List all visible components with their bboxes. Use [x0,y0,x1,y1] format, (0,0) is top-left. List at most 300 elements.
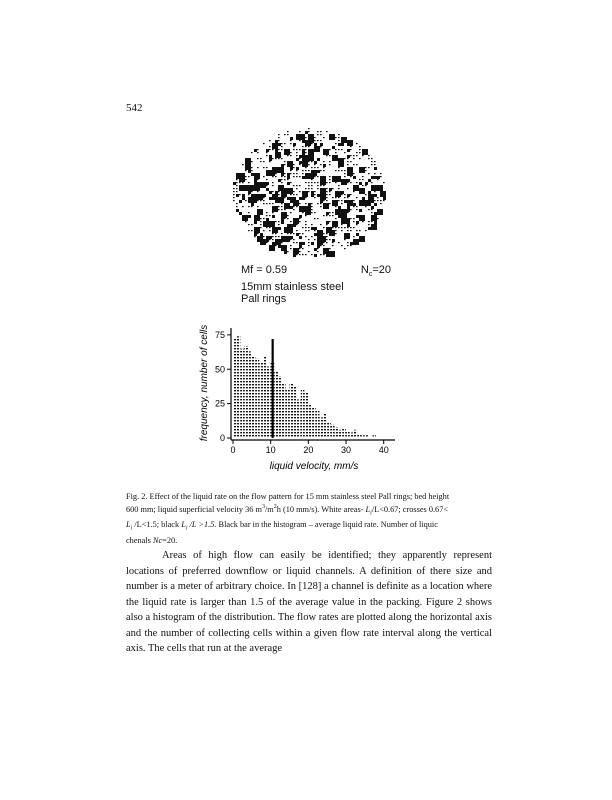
map-cell [245,170,247,171]
map-cell [371,200,373,201]
map-cell [266,173,268,174]
map-cell [323,185,325,186]
map-cell [317,146,319,147]
map-cell [257,182,259,183]
map-cell [314,248,317,251]
map-cell [320,254,322,255]
map-cell [248,170,251,173]
map-cell [341,143,344,146]
map-cell [329,161,331,162]
map-cell [287,134,289,135]
map-cell [350,218,352,219]
map-cell [314,164,316,165]
map-cell [266,242,268,243]
map-cell [272,191,274,192]
map-cell [290,167,293,170]
map-cell [332,155,338,161]
map-cell [338,137,340,138]
map-cell [299,251,301,252]
map-cell [296,185,298,186]
map-cell [326,248,329,251]
map-cell [248,158,250,159]
map-cell [311,191,314,194]
map-cell [311,209,313,210]
map-cell [263,197,265,198]
map-cell [275,191,278,194]
map-cell [317,242,319,243]
map-cell [335,137,337,138]
map-cell [344,248,346,249]
map-cell [338,167,340,168]
map-cell [266,203,268,204]
map-cell [365,203,367,204]
map-cell [245,161,247,162]
map-cell [374,200,376,201]
map-cell [275,227,277,228]
map-cell [335,170,337,171]
map-cell [326,236,328,237]
map-cell [290,248,292,249]
map-cell [353,173,355,174]
map-cell [302,140,305,143]
map-cell [269,161,271,162]
body-text [126,548,492,657]
map-cell [335,182,337,183]
histogram-bar [354,430,358,438]
map-cell [338,206,341,209]
map-cell [275,173,277,174]
map-cell [347,179,350,182]
map-cell [275,245,277,246]
histogram-bar [274,372,278,438]
map-cell [329,215,331,216]
map-cell [296,149,298,150]
map-cell [311,185,313,186]
map-cell [314,239,316,240]
map-cell [320,203,322,204]
map-cell [263,218,265,219]
map-cell [380,173,382,174]
map-cell [317,131,319,132]
map-cell [272,233,274,234]
map-cell [371,212,373,213]
map-cell [323,137,325,138]
map-cell [329,176,331,177]
map-cell [254,200,257,203]
map-cell [269,140,271,141]
map-cell [260,221,262,222]
histogram-bar [342,428,346,438]
map-cell [326,224,328,225]
histogram-chart [195,318,405,478]
map-cell [368,224,370,225]
map-cell [344,173,346,174]
map-cell [344,176,346,177]
map-cell [353,188,355,189]
map-cell [332,239,335,242]
map-cell [296,230,298,231]
histogram-bar [282,383,286,438]
map-cell [362,197,365,200]
map-cell [338,140,340,141]
histogram-bar [252,356,256,439]
map-cell [311,203,313,204]
map-cell [338,200,340,201]
map-cell [335,152,337,153]
map-cell [278,158,280,159]
map-cell [329,164,331,165]
map-cell [236,206,238,207]
map-cell [365,206,367,207]
map-cell [314,227,317,230]
map-cell [296,218,298,219]
map-cell [350,245,352,246]
map-cell [287,164,289,165]
map-cell [278,221,280,222]
map-cell [278,245,281,248]
map-cell [287,197,290,200]
map-cell [356,182,358,183]
map-cell [377,176,380,179]
map-cell [362,191,364,192]
map-cell [332,227,334,228]
map-cell [299,233,301,234]
material-line-1: 15mm stainless steel [241,281,344,294]
map-cell [275,230,277,231]
map-cell [299,215,302,218]
map-cell [335,230,337,231]
map-cell [308,131,310,132]
histogram-bar [327,422,331,439]
map-cell [257,173,259,174]
map-cell [275,167,277,168]
map-cell [269,215,271,216]
map-cell [260,209,262,210]
map-cell [275,176,277,177]
map-cell [260,218,262,219]
histogram-bar [346,431,350,438]
map-cell [275,233,277,234]
map-cell [332,179,335,182]
map-cell [284,191,287,194]
map-cell [293,254,296,257]
map-cell [266,224,268,225]
map-cell [299,242,302,245]
map-cell [311,143,313,144]
histogram-bar [320,417,324,438]
map-cell [275,221,277,222]
map-cell [293,185,295,186]
map-cell [281,170,283,171]
histogram-bar [312,408,316,438]
map-cell [299,197,302,200]
map-cell [296,137,299,140]
map-cell [257,176,259,177]
map-cell [299,248,301,249]
map-cell [356,206,358,207]
map-cell [347,161,349,162]
map-cell [290,164,293,167]
map-cell [242,194,245,197]
map-cell [269,173,271,174]
map-cell [347,230,349,231]
y-tick-label: 0 [219,433,225,443]
map-cell [272,158,274,159]
map-cell [302,248,304,249]
map-cell [269,191,272,194]
map-cell [365,194,367,195]
map-cell [341,212,347,218]
map-cell [317,158,320,161]
map-cell [341,149,343,150]
map-cell [377,179,379,180]
map-cell [287,149,290,152]
map-cell [329,221,331,222]
map-cell [374,221,377,224]
flow-pattern-map [228,124,388,264]
map-cell [323,254,325,255]
map-cell [314,233,317,236]
map-cell [296,167,299,170]
map-cell [251,224,253,225]
map-cell [326,233,328,234]
map-cell [350,227,352,228]
map-cell [323,245,325,246]
map-cell [305,137,307,138]
histogram-bar [233,339,237,438]
map-cell [350,230,352,231]
map-cell [335,197,337,198]
map-cell [347,143,349,144]
map-cell [290,206,293,209]
map-cell [380,209,383,212]
histogram-bar [357,434,361,438]
map-cell [257,152,259,153]
map-cell [293,233,295,234]
map-cell [377,218,379,219]
map-cell [287,251,289,252]
map-cell [266,152,268,153]
map-cell [350,170,353,173]
map-cell [281,179,283,180]
map-cell [287,182,290,185]
map-cell [374,161,376,162]
map-cell [347,245,349,246]
map-cell [272,203,274,204]
map-cell [326,149,328,150]
histogram-bar [331,424,335,438]
map-cell [299,137,301,138]
map-cell [350,203,352,204]
map-cell [374,215,376,216]
map-cell [281,176,283,177]
map-cell [371,161,373,162]
map-cell [356,209,358,210]
map-cell [296,251,298,252]
map-cell [323,191,325,192]
map-cell [368,227,371,230]
map-cell [362,152,364,153]
map-cell [299,176,301,177]
map-cell [251,203,254,206]
y-tick-label: 25 [214,398,225,409]
map-cell [371,194,374,197]
histogram-bar [244,346,248,438]
histogram-bar [278,376,282,438]
map-cell [284,212,286,213]
map-cell [245,179,247,180]
map-cell [314,140,316,141]
histogram-bar [316,411,320,439]
map-cell [284,188,287,191]
map-cell [275,242,277,243]
map-cell [308,158,311,161]
map-cell [305,182,307,183]
map-cell [263,143,265,144]
map-cell [290,230,292,231]
map-cell [347,158,349,159]
map-cell [368,158,370,159]
map-cell [356,197,358,198]
page-number: 542 [126,102,143,114]
map-cell [308,230,310,231]
map-cell [329,212,331,213]
map-cell [347,224,350,227]
map-cell [272,149,274,150]
map-cell [329,251,335,257]
map-cell [257,200,259,201]
map-cell [269,149,271,150]
map-cell [305,167,307,168]
map-cell [317,167,319,168]
map-cell [350,242,353,245]
map-cell [254,176,257,179]
map-cell [347,209,350,212]
map-cell [260,158,262,159]
map-cell [365,230,367,231]
map-cell [368,203,371,206]
map-cell [338,215,341,218]
map-cell [272,230,275,233]
histogram-bar [241,349,245,438]
map-cell [356,230,358,231]
map-cell [245,188,247,189]
map-cell [341,227,343,228]
map-cell [329,194,331,195]
map-cell [374,185,376,186]
map-cell [263,161,265,162]
map-cell [347,203,349,204]
map-cell [257,233,259,234]
map-cell [260,212,263,215]
map-cell [329,248,331,249]
map-cell [257,179,259,180]
map-cell [299,161,302,164]
histogram-bar [290,383,294,438]
map-cell [251,167,253,168]
map-cell [308,164,310,165]
histogram-bar [372,435,376,438]
map-cell [311,137,313,138]
map-cell [317,188,319,189]
map-cell [296,188,298,189]
map-cell [254,218,256,219]
map-cell [296,176,298,177]
x-tick-label: 0 [230,445,236,455]
map-cell [326,152,328,153]
histogram-bar [267,367,271,439]
map-cell [299,221,301,222]
map-cell [329,134,335,140]
map-cell [329,227,332,230]
map-cell [365,185,367,186]
map-cell [281,209,283,210]
map-cell [308,188,310,189]
map-cell [353,203,356,206]
map-cell [377,212,380,215]
map-cell [266,218,269,221]
map-cell [284,161,286,162]
histogram-bar [361,435,365,438]
map-cell [290,182,292,183]
map-cell [290,170,292,171]
map-cell [272,197,275,200]
map-cell [341,200,343,201]
map-cell [368,194,371,197]
map-cell [380,176,382,177]
map-cell [332,203,334,204]
map-cell [257,149,259,150]
map-cell [308,191,310,192]
map-cell [266,212,268,213]
map-cell [239,179,241,180]
map-cell [371,164,373,165]
map-cell [302,227,304,228]
map-cell [302,206,304,207]
map-cell [374,212,377,215]
map-cell [344,227,346,228]
map-cell [326,242,328,243]
map-cell [359,146,361,147]
map-cell [293,203,295,204]
map-cell [305,131,308,134]
map-cell [257,167,259,168]
map-cell [314,161,317,164]
map-cell [326,212,329,215]
map-cell [299,140,301,141]
histogram-bar [365,435,369,438]
map-cell [320,200,323,203]
map-cell [272,176,274,177]
map-cell [269,236,272,239]
map-cell [257,206,259,207]
map-cell [251,230,253,231]
map-cell [287,155,289,156]
map-cell [311,227,314,230]
map-cell [320,230,322,231]
map-cell [281,158,283,159]
map-cell [269,155,272,158]
map-cell [287,191,290,194]
map-cell [242,185,244,186]
map-cell [290,155,292,156]
map-cell [344,239,346,240]
map-cell [275,197,277,198]
map-cell [308,239,310,240]
map-cell [356,152,358,153]
map-cell [383,197,386,200]
map-cell [254,230,256,231]
